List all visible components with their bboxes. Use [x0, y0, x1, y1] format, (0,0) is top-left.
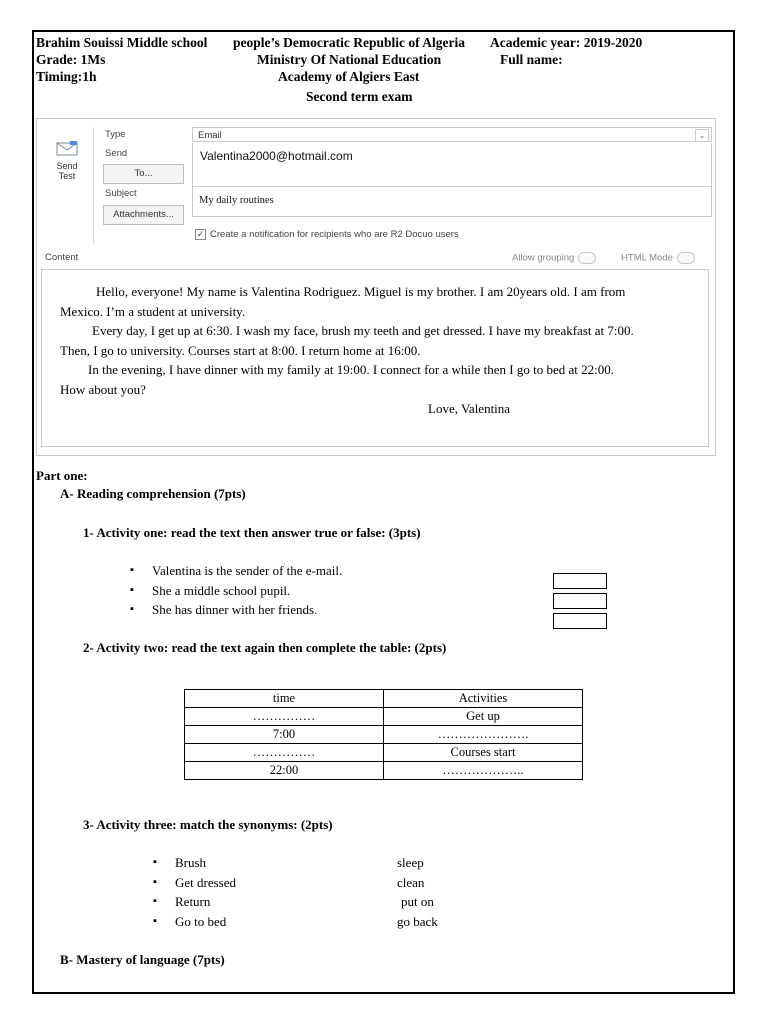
- answer-box-2[interactable]: [553, 593, 607, 609]
- exam-title: Second term exam: [306, 89, 413, 104]
- html-mode-label: HTML Mode: [621, 252, 673, 264]
- allow-grouping-toggle[interactable]: [512, 252, 596, 264]
- list-item: clean: [397, 874, 425, 890]
- to-field[interactable]: [192, 143, 712, 187]
- section-a-heading: A- Reading comprehension (7pts): [60, 486, 246, 501]
- activity-three-title: 3- Activity three: match the synonyms: (2pts): [83, 817, 333, 832]
- notify-label: Create a notification for recipients who are R2 Docuo users: [210, 229, 459, 241]
- table-cell: Get up: [384, 708, 583, 726]
- body-line: Then, I go to university. Courses start at 8:00. I return home at 16:00.: [60, 342, 421, 358]
- body-line: How about you?: [60, 381, 146, 397]
- list-item: ▪ Go to bed: [153, 912, 236, 932]
- table-cell[interactable]: ………………….: [384, 726, 583, 744]
- to-field-value: Valentina2000@hotmail.com: [200, 149, 353, 163]
- table-row: [185, 744, 583, 762]
- list-item: ▪ She a middle school pupil.: [130, 581, 342, 601]
- html-mode-toggle[interactable]: [621, 252, 695, 264]
- activity-two-title: 2- Activity two: read the text again then complete the table: (2pts): [83, 640, 447, 655]
- list-item: ▪ Return: [153, 892, 236, 912]
- synonyms-right-list: [397, 853, 438, 931]
- table-row: [185, 762, 583, 780]
- toggle-switch-icon[interactable]: [677, 252, 695, 264]
- email-composer: [36, 118, 716, 456]
- send-test-label-1: Send: [56, 161, 78, 171]
- academy-title: Academy of Algiers East: [278, 69, 420, 84]
- subject-field[interactable]: [192, 187, 712, 217]
- table-cell: 7:00: [185, 726, 384, 744]
- list-item: put on: [401, 894, 434, 909]
- answer-box-3[interactable]: [553, 613, 607, 629]
- send-test-button[interactable]: [41, 127, 94, 245]
- type-label: Type: [105, 129, 126, 140]
- body-line: Every day, I get up at 6:30. I wash my face, brush my teeth and get dressed. I have my breakfast at 7:00.: [92, 323, 634, 338]
- table-header-cell: time: [185, 690, 384, 708]
- table-row: [185, 708, 583, 726]
- full-name-label: Full name:: [500, 52, 563, 67]
- allow-grouping-label: Allow grouping: [512, 252, 575, 264]
- list-item: go back: [397, 913, 438, 929]
- email-body[interactable]: [41, 269, 709, 447]
- subject-label[interactable]: Subject: [105, 188, 137, 199]
- table-header-row: [185, 690, 583, 708]
- school-name: Brahim Souissi Middle school: [36, 35, 208, 50]
- table-cell: 22:00: [185, 762, 384, 780]
- activity-two-table: [184, 689, 583, 780]
- list-item: ▪ Get dressed: [153, 873, 236, 893]
- subject-field-value: My daily routines: [199, 195, 274, 206]
- list-item: ▪ She has dinner with her friends.: [130, 600, 342, 620]
- chevron-down-icon: ⌄: [695, 129, 709, 142]
- ministry-title: Ministry Of National Education: [257, 52, 442, 67]
- content-label: Content: [45, 252, 79, 263]
- to-button[interactable]: To...: [103, 164, 184, 184]
- academic-year: Academic year: 2019-2020: [490, 35, 643, 50]
- part-one-heading: Part one:: [36, 468, 88, 483]
- checkmark-icon[interactable]: ✓: [196, 229, 205, 239]
- timing: Timing:1h: [36, 69, 97, 84]
- list-item: ▪ Brush: [153, 853, 236, 873]
- body-line: In the evening, I have dinner with my family at 19:00. I connect for a while then I go to bed at 22:00.: [88, 362, 614, 377]
- type-select[interactable]: [192, 127, 712, 142]
- notify-checkbox-row[interactable]: [195, 229, 459, 240]
- toggle-switch-icon[interactable]: [578, 252, 596, 264]
- table-header-cell: Activities: [384, 690, 583, 708]
- body-line: Hello, everyone! My name is Valentina Rodriguez. Miguel is my brother. I am 20years old. I am from: [96, 284, 626, 299]
- republic-title: people’s Democratic Republic of Algeria: [233, 35, 465, 50]
- attachments-button[interactable]: Attachments...: [103, 205, 184, 225]
- synonyms-left-list: [153, 853, 236, 931]
- envelope-icon: [56, 141, 78, 157]
- table-cell[interactable]: ………………..: [384, 762, 583, 780]
- table-cell[interactable]: ……………: [185, 744, 384, 762]
- table-row: [185, 726, 583, 744]
- table-cell[interactable]: ……………: [185, 708, 384, 726]
- type-select-value: Email: [198, 130, 222, 141]
- section-b-heading: B- Mastery of language (7pts): [60, 952, 225, 967]
- send-label: Send: [105, 148, 128, 159]
- body-line: Mexico. I’m a student at university.: [60, 303, 246, 319]
- answer-box-1[interactable]: [553, 573, 607, 589]
- list-item: sleep: [397, 855, 424, 870]
- send-test-label-2: Test: [58, 171, 76, 181]
- activity-one-title: 1- Activity one: read the text then answer true or false: (3pts): [83, 525, 421, 540]
- activity-one-list: [130, 561, 342, 620]
- body-signature: Love, Valentina: [428, 401, 511, 416]
- grade: Grade: 1Ms: [36, 52, 106, 67]
- list-item: ▪ Valentina is the sender of the e-mail.: [130, 561, 342, 581]
- table-cell: Courses start: [384, 744, 583, 762]
